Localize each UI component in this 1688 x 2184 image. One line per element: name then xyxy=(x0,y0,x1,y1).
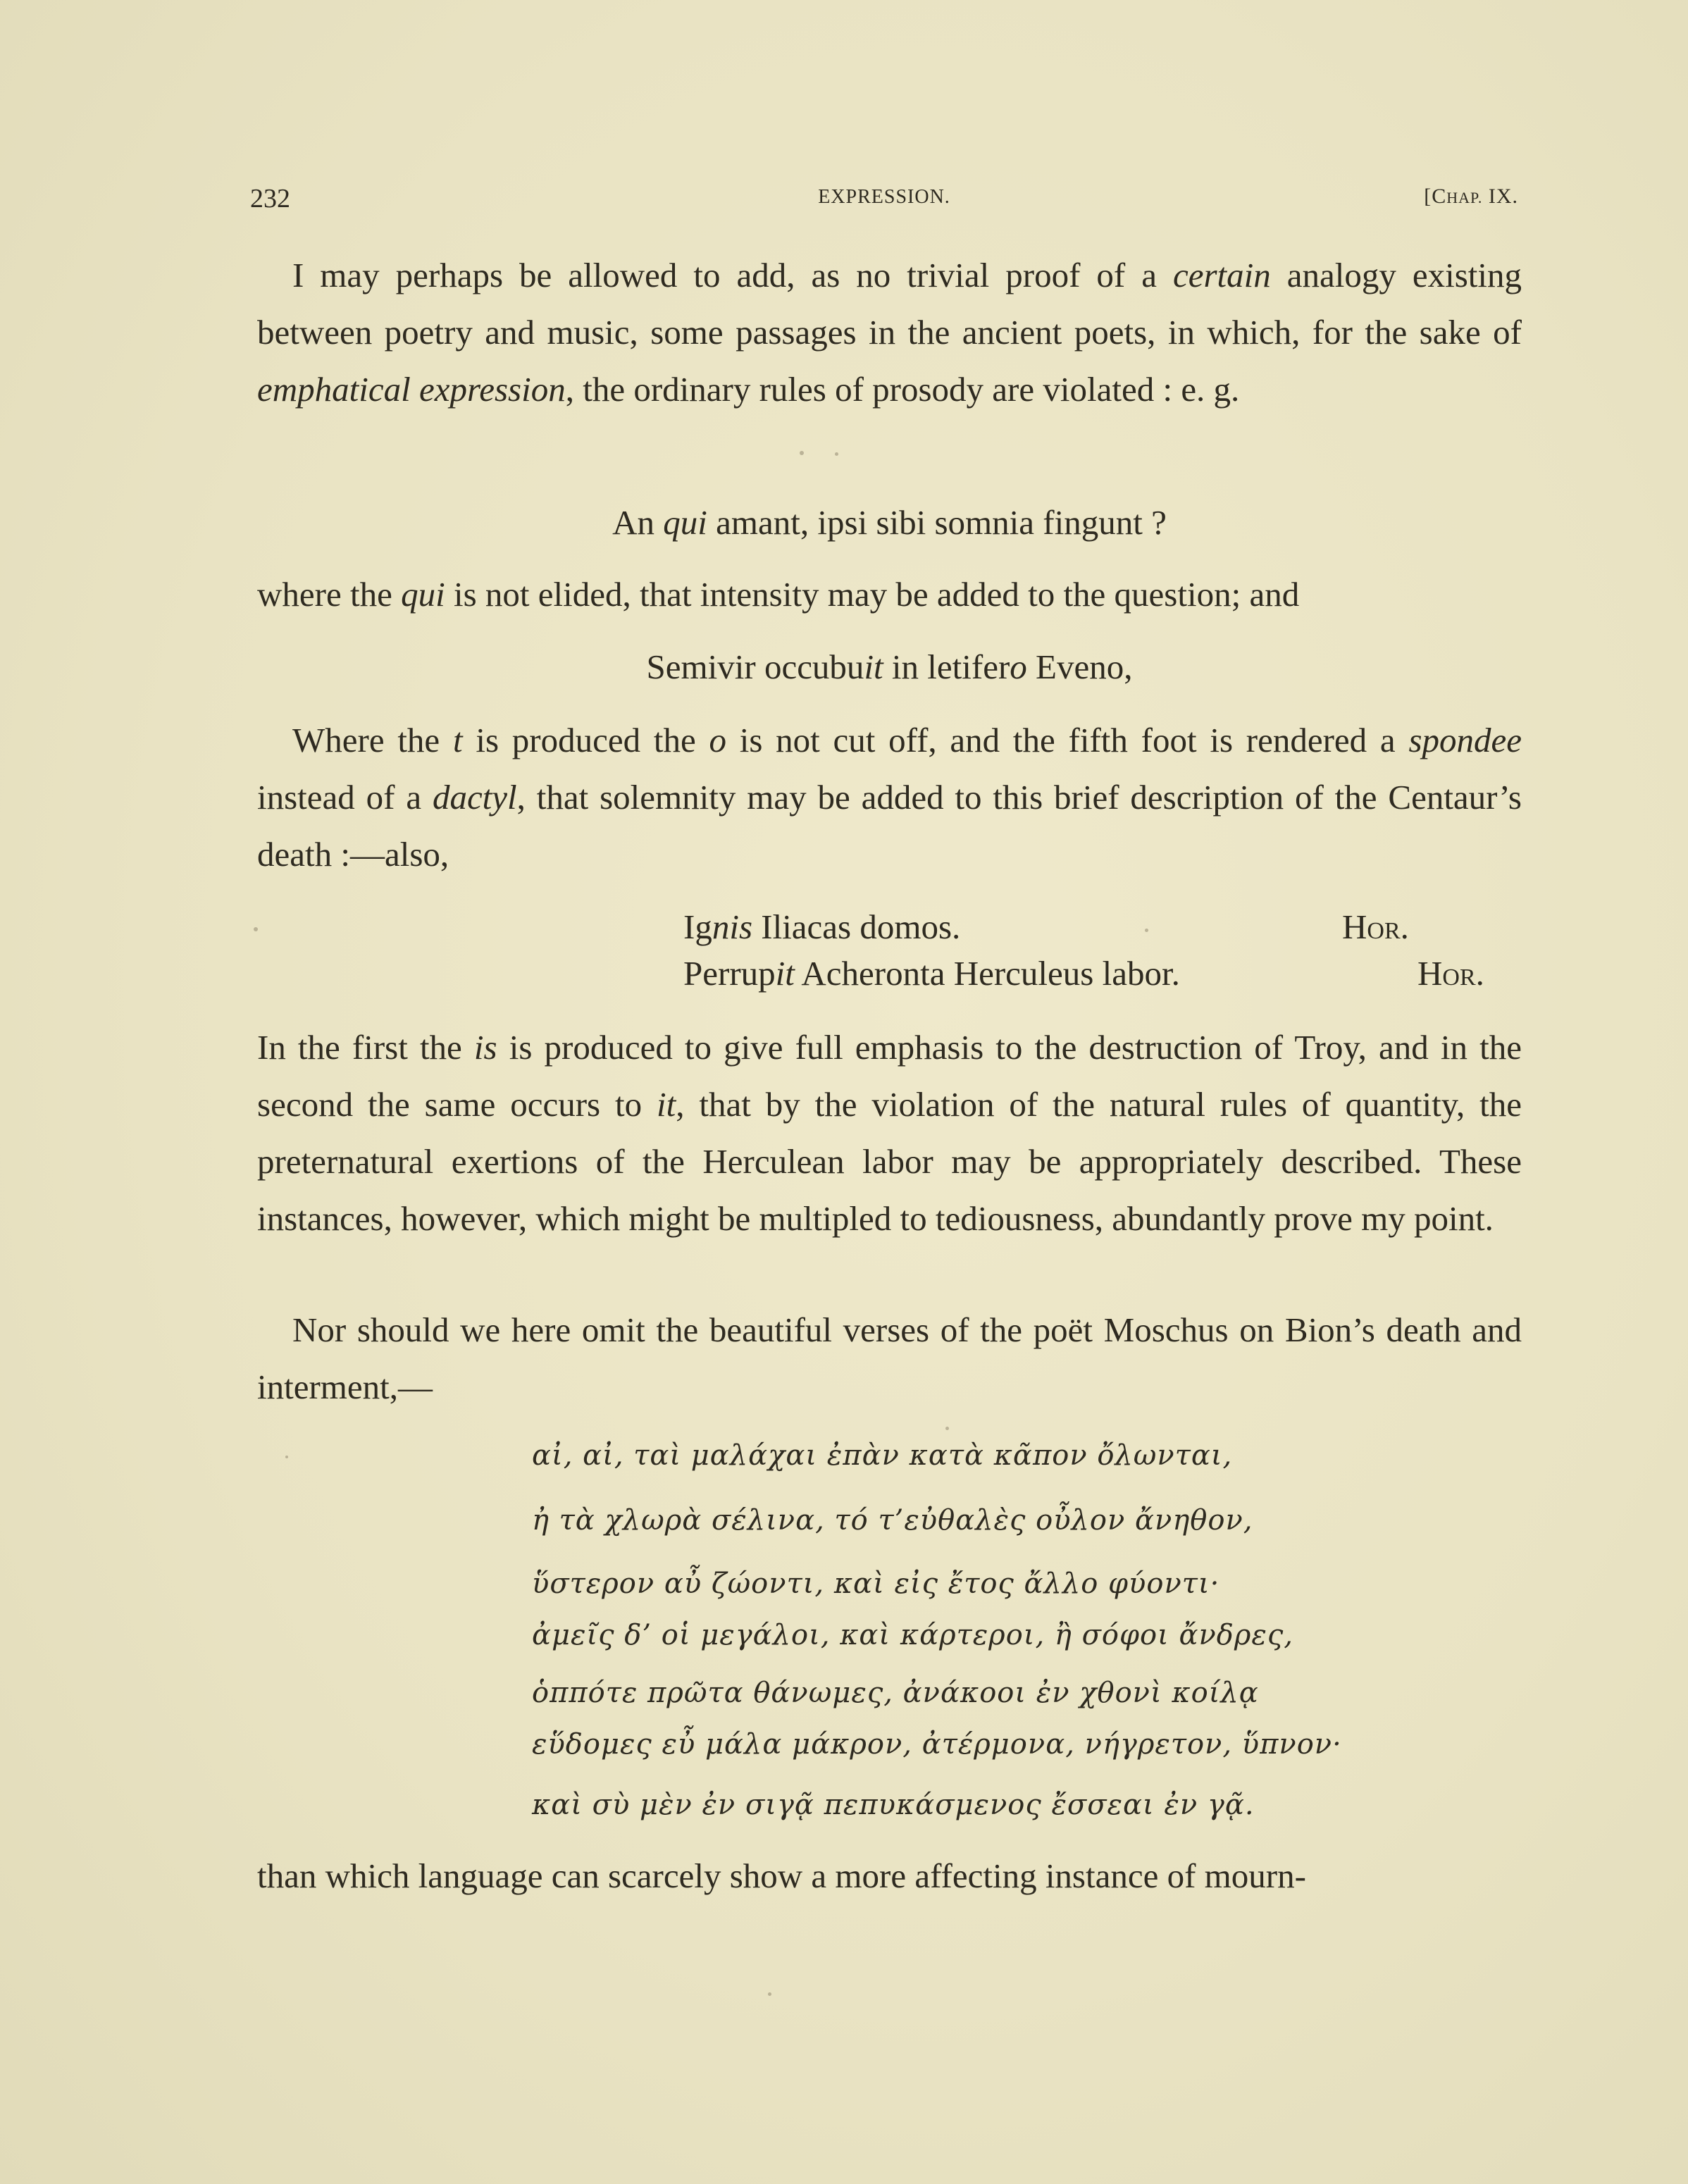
p1-italic-certain: certain xyxy=(1172,256,1271,294)
paragraph-intro xyxy=(257,247,1522,418)
chapter-prefix: [C xyxy=(1424,185,1447,208)
greek-verse-4: ἀμεῖς δ’ οἱ μεγάλοι, καὶ κάρτεροι, ἢ σόφοι ἄνδρες, xyxy=(532,1619,1293,1651)
paper-speck xyxy=(254,927,258,931)
p1-text-c: analogy existing between poetry and music, some passages in the ancient poets, in which, for the sake of xyxy=(257,256,1522,352)
chapter-reference xyxy=(1424,185,1518,209)
p3-italic-o: o xyxy=(709,721,726,759)
greek-verse-1: αἰ, αἰ, ταὶ μαλάχαι ἐπὰν κατὰ κᾶπον ὄλωνται, xyxy=(532,1439,1233,1472)
q2-italic-o: o xyxy=(1010,647,1027,686)
quote-line-1 xyxy=(257,502,1522,544)
h1-source-a: H xyxy=(1342,907,1367,946)
q1-italic: qui xyxy=(663,503,707,542)
p3-text-a: Where the xyxy=(292,721,453,759)
paragraph-moschus xyxy=(257,1301,1522,1415)
p2-text-c: is not elided, that intensity may be added to the question; and xyxy=(445,575,1300,614)
q1-text-a: An xyxy=(612,503,664,542)
p4-text-a: In the first the xyxy=(257,1028,474,1067)
chapter-smallcaps: HAP. xyxy=(1446,189,1483,206)
page-number: 232 xyxy=(250,184,290,213)
p5-text: Nor should we here omit the beautiful verses of the poët Moschus on Bion’s death and interment,— xyxy=(257,1310,1522,1406)
paper-speck xyxy=(768,1992,771,1996)
q2-text-e: Eveno, xyxy=(1026,647,1133,686)
h1-source-b: or. xyxy=(1367,907,1409,946)
q2-text-c: in letifer xyxy=(883,647,1010,686)
paper-speck xyxy=(945,1427,949,1430)
h2-source-b: or. xyxy=(1442,954,1484,993)
horace-line-2 xyxy=(683,953,1180,995)
horace-source-2 xyxy=(1417,953,1484,995)
paragraph-qui xyxy=(257,566,1522,623)
horace-line-1 xyxy=(683,906,960,948)
h1-italic: nis xyxy=(712,907,753,946)
q2-text-a: Semivir occubu xyxy=(646,647,864,686)
p2-text-a: where the xyxy=(257,575,402,614)
q1-text-c: amant, ipsi sibi somnia fingunt ? xyxy=(707,503,1167,542)
greek-verse-7: καὶ σὺ μὲν ἐν σιγᾷ πεπυκάσμενος ἔσσεαι ἐν γᾷ. xyxy=(532,1789,1255,1821)
quote-line-2 xyxy=(257,646,1522,688)
running-title: EXPRESSION. xyxy=(818,186,950,208)
p6-text: than which language can scarcely show a more affecting instance of mourn- xyxy=(257,1856,1306,1895)
p3-italic-spondee: spondee xyxy=(1408,721,1522,759)
greek-verse-2: ἠ τὰ χλωρὰ σέλινα, τό τ’εὐθαλὲς οὖλον ἄνηθον, xyxy=(532,1504,1253,1537)
h2-italic: it xyxy=(775,954,795,993)
horace-source-1 xyxy=(1342,906,1409,948)
paper-speck xyxy=(835,452,838,456)
h1-text-c: Iliacas domos. xyxy=(752,907,961,946)
p3-italic-dactyl: dactyl xyxy=(432,778,517,817)
p3-text-i: , that solemnity may be added to this brief description of the Centaur’s death :—also, xyxy=(257,778,1522,874)
paper-speck xyxy=(800,451,804,455)
paragraph-spondee xyxy=(257,712,1522,883)
greek-verse-5: ὁππότε πρῶτα θάνωμες, ἀνάκοοι ἐν χθονὶ κοίλᾳ xyxy=(532,1677,1259,1709)
greek-verse-6: εὕδομες εὖ μάλα μάκρον, ἀτέρμονα, νήγρετον, ὕπνον· xyxy=(532,1728,1342,1761)
p3-text-g: instead of a xyxy=(257,778,433,817)
p3-text-c: is produced the xyxy=(462,721,709,759)
p4-italic-it: it xyxy=(657,1085,676,1124)
p4-text-e: , that by the violation of the natural rules of quantity, the preternatural exertions of the Herculean labor may be appropriately described. These instances, however, which might be multipled to tediousness, abundantly prove my point. xyxy=(257,1085,1522,1238)
p3-text-e: is not cut off, and the fifth foot is rendered a xyxy=(726,721,1409,759)
chapter-number: IX. xyxy=(1482,185,1518,208)
p4-text-c: is produced to give full emphasis to the destruction of Troy, and in the second the same occurs to xyxy=(257,1028,1522,1124)
p1-text-e: , the ordinary rules of prosody are violated : e. g. xyxy=(565,370,1240,409)
p3-italic-t: t xyxy=(452,721,463,759)
q2-italic-it: it xyxy=(864,647,883,686)
paragraph-troy xyxy=(257,1019,1522,1247)
h2-text-c: Acheronta Herculeus labor. xyxy=(794,954,1180,993)
p2-italic-qui: qui xyxy=(401,575,445,614)
h2-source-a: H xyxy=(1417,954,1443,993)
p1-italic-emphatical: emphatical expression xyxy=(257,370,566,409)
h1-text-a: Ig xyxy=(683,907,712,946)
paper-speck xyxy=(285,1456,288,1458)
paragraph-closing xyxy=(257,1847,1522,1904)
p1-text-a: I may perhaps be allowed to add, as no trivial proof of a xyxy=(292,256,1173,294)
h2-text-a: Perrup xyxy=(683,954,776,993)
p4-italic-is: is xyxy=(473,1028,497,1067)
paper-speck xyxy=(1145,929,1148,932)
running-head xyxy=(250,183,1518,218)
greek-verse-3: ὕστερον αὖ ζώοντι, καὶ εἰς ἔτος ἄλλο φύοντι· xyxy=(532,1568,1220,1600)
